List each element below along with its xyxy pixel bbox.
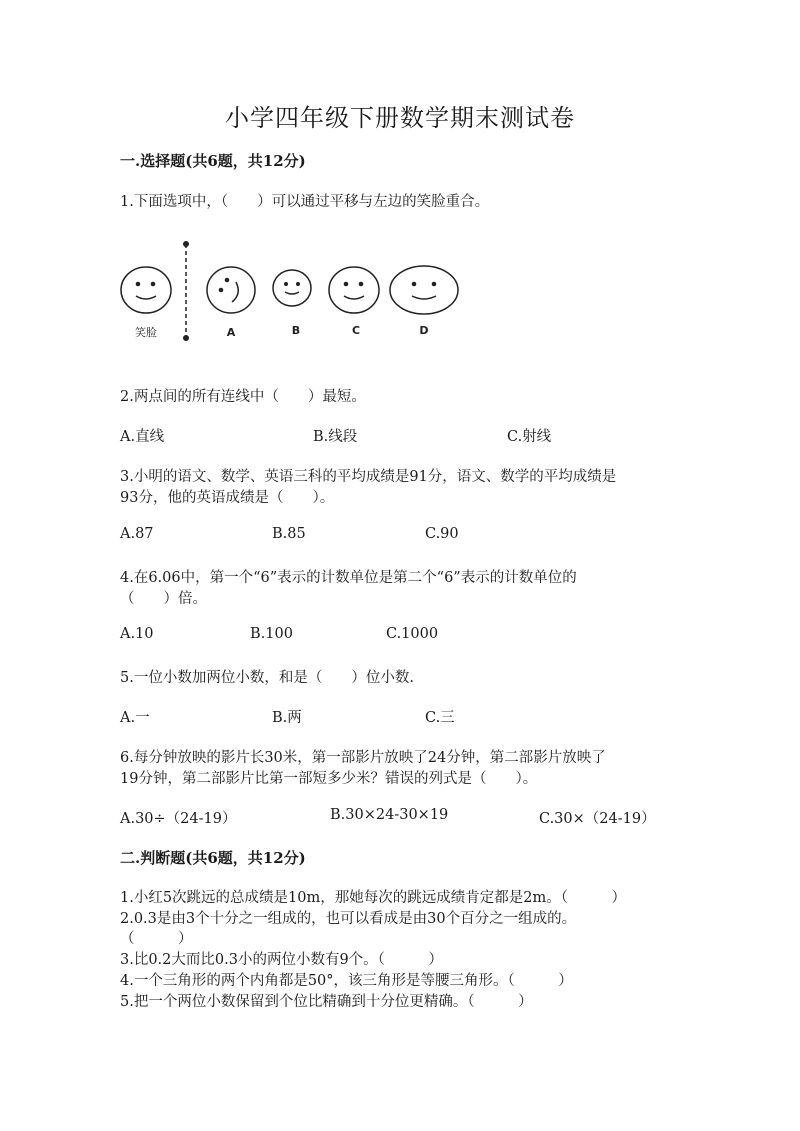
question-6-line1: 6.每分钟放映的影片长30米，第一部影片放映了24分钟，第二部影片放映了 <box>120 750 606 766</box>
judgment-3-text: 3.比0.2大而比0.3小的两位小数有9个。（ ） <box>120 952 443 968</box>
question-3-line2: 93分，他的英语成绩是（ ）。 <box>120 490 335 506</box>
question-3-option-a: A.87 <box>120 526 154 542</box>
original-smiley-icon <box>121 267 171 313</box>
option-b-smiley-icon <box>273 270 311 306</box>
question-4-line2: （ ）倍。 <box>120 591 207 607</box>
question-1-text: 1.下面选项中，（ ）可以通过平移与左边的笑脸重合。 <box>120 194 490 210</box>
question-4-option-b: B.100 <box>250 626 293 642</box>
page-title: 小学四年级下册数学期末测试卷 <box>225 104 575 132</box>
section-heading-choice: 一.选择题(共6题，共12分) <box>120 152 306 170</box>
question-6-option-c: C.30×（24-19） <box>539 811 656 827</box>
judgment-1-text: 1.小红5次跳远的总成绩是10m，那她每次的跳远成绩肯定都是2m。（ ） <box>120 890 626 906</box>
question-4-option-c: C.1000 <box>386 626 439 642</box>
question-2-option-b: B.线段 <box>313 429 358 445</box>
dashed-divider-line <box>183 241 189 341</box>
label-a: A <box>226 326 236 339</box>
judgment-5-text: 5.把一个两位小数保留到个位比精确到十分位更精确。（ ） <box>120 994 533 1010</box>
question-2-option-c: C.射线 <box>507 429 552 445</box>
question-3-line1: 3.小明的语文、数学、英语三科的平均成绩是91分，语文、数学的平均成绩是 <box>120 469 617 485</box>
question-5-option-a: A.一 <box>120 710 150 726</box>
question-5-option-c: C.三 <box>425 710 455 726</box>
option-c-smiley-icon <box>329 267 379 313</box>
question-6-option-b: B.30×24-30×19 <box>330 807 449 823</box>
question-6-option-a: A.30÷（24-19） <box>120 811 237 827</box>
question-2-option-a: A.直线 <box>120 429 165 445</box>
option-a-smiley-icon <box>207 267 255 313</box>
question-3-option-b: B.85 <box>272 526 306 542</box>
section-heading-judgment: 二.判断题(共6题，共12分) <box>120 849 306 867</box>
question-4-line1: 4.在6.06中，第一个“6”表示的计数单位是第二个“6”表示的计数单位的 <box>120 570 577 586</box>
question-5-option-b: B.两 <box>272 710 302 726</box>
question-4-option-a: A.10 <box>120 626 154 642</box>
label-b: B <box>291 324 301 337</box>
question-6-line2: 19分钟，第二部影片比第一部短多少米？错误的列式是（ ）。 <box>120 771 538 787</box>
question-2-text: 2.两点间的所有连线中（ ）最短。 <box>120 389 366 405</box>
judgment-4-text: 4.一个三角形的两个内角都是50°，该三角形是等腰三角形。（ ） <box>120 973 573 989</box>
judgment-2-line2: （ ） <box>120 931 193 947</box>
question-3-option-c: C.90 <box>425 526 459 542</box>
question-5-text: 5.一位小数加两位小数，和是（ ）位小数. <box>120 670 414 686</box>
judgment-2-line1: 2.0.3是由3个十分之一组成的，也可以看成是由30个百分之一组成的。 <box>120 911 577 927</box>
smiley-faces-figure <box>110 238 470 348</box>
label-original: 笑脸 <box>135 326 157 339</box>
label-c: C <box>351 324 361 337</box>
option-d-smiley-icon <box>390 266 458 314</box>
label-d: D <box>419 324 429 337</box>
